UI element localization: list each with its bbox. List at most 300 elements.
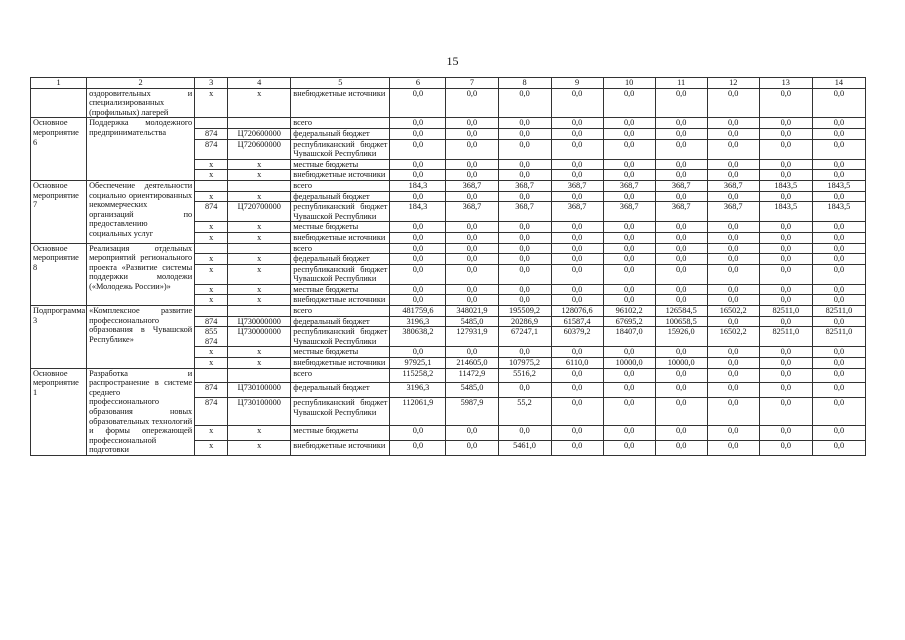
amount-cell: 126584,5 (655, 306, 707, 317)
funding-source-cell: местные бюджеты (291, 222, 390, 233)
amount-cell: 0,0 (498, 139, 551, 159)
amount-cell: 0,0 (707, 88, 759, 118)
amount-cell: 0,0 (603, 222, 655, 233)
amount-cell: 368,7 (498, 180, 551, 191)
amount-cell: 107975,2 (498, 358, 551, 369)
amount-cell: 18407,0 (603, 327, 655, 347)
amount-cell: 0,0 (812, 284, 865, 295)
amount-cell: 0,0 (603, 254, 655, 265)
funding-source-cell: федеральный бюджет (291, 128, 390, 139)
amount-cell: 0,0 (446, 191, 498, 202)
funding-source-cell: федеральный бюджет (291, 316, 390, 327)
amount-cell: 0,0 (446, 159, 498, 170)
amount-cell: 0,0 (655, 284, 707, 295)
column-number-header: 9 (551, 78, 603, 89)
funding-source-cell: местные бюджеты (291, 159, 390, 170)
target-article-code-cell: Ц730000000 (228, 327, 291, 347)
amount-cell: 0,0 (551, 347, 603, 358)
amount-cell: 0,0 (603, 170, 655, 181)
amount-cell: 100658,5 (655, 316, 707, 327)
amount-cell: 10000,0 (655, 358, 707, 369)
funding-source-cell: всего (291, 180, 390, 191)
target-article-code-cell: x (228, 441, 291, 456)
grbs-code-cell (195, 368, 228, 383)
grbs-code-cell: x (195, 88, 228, 118)
amount-cell: 0,0 (759, 170, 812, 181)
amount-cell: 0,0 (707, 426, 759, 441)
amount-cell: 127931,9 (446, 327, 498, 347)
grbs-code-cell: x (195, 284, 228, 295)
amount-cell: 0,0 (812, 222, 865, 233)
amount-cell: 0,0 (498, 254, 551, 265)
column-number-header: 11 (655, 78, 707, 89)
amount-cell: 0,0 (551, 284, 603, 295)
target-article-code-cell: x (228, 159, 291, 170)
amount-cell: 0,0 (707, 295, 759, 306)
amount-cell: 0,0 (655, 170, 707, 181)
amount-cell: 0,0 (655, 383, 707, 398)
table-body (31, 88, 866, 455)
amount-cell: 0,0 (498, 264, 551, 284)
amount-cell: 0,0 (812, 128, 865, 139)
amount-cell: 0,0 (551, 254, 603, 265)
amount-cell: 0,0 (390, 159, 446, 170)
amount-cell: 0,0 (707, 191, 759, 202)
amount-cell: 55,2 (498, 398, 551, 426)
amount-cell: 0,0 (551, 139, 603, 159)
target-article-code-cell: x (228, 358, 291, 369)
amount-cell: 0,0 (551, 383, 603, 398)
amount-cell: 0,0 (551, 191, 603, 202)
amount-cell: 0,0 (707, 170, 759, 181)
amount-cell: 0,0 (446, 243, 498, 254)
amount-cell: 368,7 (707, 202, 759, 222)
grbs-code-cell: 874 (195, 139, 228, 159)
amount-cell: 112061,9 (390, 398, 446, 426)
amount-cell: 0,0 (603, 264, 655, 284)
grbs-code-cell: 874 (195, 316, 228, 327)
amount-cell: 0,0 (759, 295, 812, 306)
amount-cell: 0,0 (603, 426, 655, 441)
amount-cell: 0,0 (603, 232, 655, 243)
amount-cell: 0,0 (707, 284, 759, 295)
amount-cell: 0,0 (759, 316, 812, 327)
amount-cell: 0,0 (707, 441, 759, 456)
grbs-code-cell: 874 (195, 202, 228, 222)
amount-cell: 368,7 (498, 202, 551, 222)
amount-cell: 1843,5 (812, 202, 865, 222)
column-number-header: 10 (603, 78, 655, 89)
amount-cell: 0,0 (551, 426, 603, 441)
amount-cell: 0,0 (446, 441, 498, 456)
amount-cell: 16502,2 (707, 327, 759, 347)
amount-cell: 0,0 (707, 128, 759, 139)
target-article-code-cell: Ц730100000 (228, 383, 291, 398)
grbs-code-cell: x (195, 222, 228, 233)
amount-cell: 0,0 (551, 232, 603, 243)
amount-cell: 0,0 (603, 128, 655, 139)
amount-cell: 0,0 (603, 295, 655, 306)
grbs-code-cell: x (195, 264, 228, 284)
amount-cell: 3196,3 (390, 316, 446, 327)
amount-cell: 0,0 (390, 264, 446, 284)
amount-cell: 0,0 (707, 222, 759, 233)
amount-cell: 0,0 (812, 232, 865, 243)
funding-source-cell: всего (291, 118, 390, 129)
amount-cell: 0,0 (603, 88, 655, 118)
budget-table (30, 77, 866, 456)
amount-cell: 0,0 (498, 191, 551, 202)
amount-cell: 0,0 (812, 316, 865, 327)
amount-cell: 0,0 (390, 118, 446, 129)
funding-source-cell: внебюджетные источники (291, 295, 390, 306)
grbs-code-cell: x (195, 170, 228, 181)
amount-cell: 82511,0 (759, 327, 812, 347)
amount-cell: 0,0 (603, 383, 655, 398)
amount-cell: 0,0 (812, 170, 865, 181)
amount-cell: 0,0 (812, 383, 865, 398)
amount-cell: 96102,2 (603, 306, 655, 317)
amount-cell: 0,0 (498, 88, 551, 118)
amount-cell: 128076,6 (551, 306, 603, 317)
amount-cell: 0,0 (707, 139, 759, 159)
amount-cell: 0,0 (812, 254, 865, 265)
amount-cell: 5485,0 (446, 383, 498, 398)
amount-cell: 0,0 (655, 128, 707, 139)
target-article-code-cell (228, 306, 291, 317)
amount-cell: 368,7 (603, 202, 655, 222)
target-article-code-cell: x (228, 254, 291, 265)
funding-source-cell: федеральный бюджет (291, 254, 390, 265)
amount-cell: 82511,0 (812, 306, 865, 317)
column-number-header: 5 (291, 78, 390, 89)
amount-cell: 0,0 (603, 441, 655, 456)
amount-cell: 15926,0 (655, 327, 707, 347)
amount-cell: 0,0 (655, 347, 707, 358)
amount-cell: 0,0 (390, 88, 446, 118)
target-article-code-cell: Ц720600000 (228, 139, 291, 159)
amount-cell: 67247,1 (498, 327, 551, 347)
column-number-header: 7 (446, 78, 498, 89)
amount-cell: 0,0 (390, 128, 446, 139)
amount-cell: 0,0 (759, 383, 812, 398)
amount-cell: 0,0 (759, 243, 812, 254)
amount-cell: 0,0 (390, 254, 446, 265)
amount-cell: 0,0 (446, 222, 498, 233)
target-article-code-cell: x (228, 191, 291, 202)
program-name-cell: Подпрограмма 3 (31, 306, 87, 369)
program-name-cell (31, 88, 87, 118)
amount-cell: 0,0 (655, 222, 707, 233)
amount-cell: 0,0 (707, 398, 759, 426)
amount-cell: 0,0 (707, 232, 759, 243)
funding-source-cell: всего (291, 306, 390, 317)
amount-cell: 368,7 (446, 180, 498, 191)
amount-cell: 0,0 (551, 264, 603, 284)
target-article-code-cell: x (228, 347, 291, 358)
target-article-code-cell: Ц720600000 (228, 128, 291, 139)
amount-cell: 0,0 (390, 232, 446, 243)
amount-cell: 0,0 (707, 254, 759, 265)
program-title-cell: Разработка и распространение в системе среднего профессионального образования новых образовательных технологий и формы опережающей профессиональной подготовки (87, 368, 195, 455)
grbs-code-cell: x (195, 254, 228, 265)
table-row (31, 306, 866, 317)
amount-cell: 368,7 (603, 180, 655, 191)
amount-cell: 0,0 (446, 232, 498, 243)
target-article-code-cell (228, 243, 291, 254)
amount-cell: 0,0 (655, 254, 707, 265)
amount-cell: 0,0 (812, 347, 865, 358)
amount-cell: 0,0 (390, 347, 446, 358)
amount-cell: 0,0 (812, 264, 865, 284)
amount-cell: 0,0 (498, 426, 551, 441)
amount-cell: 0,0 (707, 347, 759, 358)
amount-cell: 0,0 (390, 295, 446, 306)
grbs-code-cell (195, 118, 228, 129)
funding-source-cell: республиканский бюджет Чувашской Республики (291, 139, 390, 159)
amount-cell: 0,0 (551, 398, 603, 426)
program-name-cell: Основное мероприятие 6 (31, 118, 87, 181)
target-article-code-cell: x (228, 284, 291, 295)
target-article-code-cell: x (228, 88, 291, 118)
amount-cell: 20286,9 (498, 316, 551, 327)
amount-cell: 0,0 (759, 441, 812, 456)
amount-cell: 0,0 (707, 358, 759, 369)
target-article-code-cell: Ц730000000 (228, 316, 291, 327)
amount-cell: 0,0 (655, 441, 707, 456)
amount-cell: 0,0 (603, 118, 655, 129)
table-row (31, 368, 866, 383)
amount-cell: 0,0 (498, 128, 551, 139)
amount-cell: 0,0 (551, 128, 603, 139)
program-title-cell: Обеспечение деятельности социально ориентированных некоммерческих организаций по предоставлению социальных услуг (87, 180, 195, 243)
amount-cell: 0,0 (655, 139, 707, 159)
amount-cell: 0,0 (498, 383, 551, 398)
amount-cell: 0,0 (446, 170, 498, 181)
amount-cell: 3196,3 (390, 383, 446, 398)
amount-cell: 11472,9 (446, 368, 498, 383)
amount-cell: 0,0 (498, 159, 551, 170)
amount-cell: 0,0 (812, 441, 865, 456)
amount-cell: 0,0 (390, 170, 446, 181)
amount-cell: 0,0 (390, 191, 446, 202)
amount-cell: 0,0 (812, 118, 865, 129)
funding-source-cell: внебюджетные источники (291, 232, 390, 243)
target-article-code-cell: Ц730100000 (228, 398, 291, 426)
amount-cell: 184,3 (390, 180, 446, 191)
amount-cell: 0,0 (655, 264, 707, 284)
amount-cell: 0,0 (655, 426, 707, 441)
funding-source-cell: местные бюджеты (291, 284, 390, 295)
target-article-code-cell: x (228, 426, 291, 441)
amount-cell: 0,0 (446, 295, 498, 306)
amount-cell: 5516,2 (498, 368, 551, 383)
program-title-cell: Реализация отдельных мероприятий регионального проекта «Развитие системы поддержки молодежи («Молодежь России»)» (87, 243, 195, 306)
amount-cell: 82511,0 (759, 306, 812, 317)
column-number-header: 1 (31, 78, 87, 89)
grbs-code-cell: x (195, 441, 228, 456)
amount-cell: 0,0 (812, 398, 865, 426)
amount-cell: 1843,5 (759, 202, 812, 222)
amount-cell: 0,0 (390, 441, 446, 456)
grbs-code-cell: x (195, 159, 228, 170)
amount-cell: 214605,0 (446, 358, 498, 369)
amount-cell: 0,0 (707, 159, 759, 170)
amount-cell: 0,0 (446, 128, 498, 139)
grbs-code-cell: x (195, 232, 228, 243)
amount-cell: 0,0 (390, 139, 446, 159)
amount-cell: 0,0 (707, 264, 759, 284)
amount-cell: 368,7 (655, 180, 707, 191)
amount-cell: 0,0 (812, 159, 865, 170)
grbs-code-cell: x (195, 426, 228, 441)
amount-cell: 0,0 (603, 191, 655, 202)
column-number-header: 14 (812, 78, 865, 89)
amount-cell: 60379,2 (551, 327, 603, 347)
target-article-code-cell: x (228, 232, 291, 243)
amount-cell: 0,0 (603, 368, 655, 383)
amount-cell: 0,0 (446, 88, 498, 118)
program-name-cell: Основное мероприятие 8 (31, 243, 87, 306)
grbs-code-cell: x (195, 347, 228, 358)
amount-cell: 0,0 (446, 284, 498, 295)
amount-cell: 0,0 (812, 191, 865, 202)
funding-source-cell: местные бюджеты (291, 426, 390, 441)
target-article-code-cell: x (228, 295, 291, 306)
amount-cell: 0,0 (603, 139, 655, 159)
amount-cell: 0,0 (551, 170, 603, 181)
funding-source-cell: республиканский бюджет Чувашской Республики (291, 264, 390, 284)
target-article-code-cell: x (228, 264, 291, 284)
amount-cell: 0,0 (603, 243, 655, 254)
amount-cell: 0,0 (551, 295, 603, 306)
target-article-code-cell (228, 368, 291, 383)
amount-cell: 61587,4 (551, 316, 603, 327)
amount-cell: 0,0 (655, 159, 707, 170)
amount-cell: 0,0 (655, 398, 707, 426)
amount-cell: 10000,0 (603, 358, 655, 369)
amount-cell: 0,0 (655, 295, 707, 306)
amount-cell: 16502,2 (707, 306, 759, 317)
amount-cell: 368,7 (655, 202, 707, 222)
amount-cell: 0,0 (498, 347, 551, 358)
amount-cell: 481759,6 (390, 306, 446, 317)
amount-cell: 0,0 (498, 232, 551, 243)
column-number-header: 8 (498, 78, 551, 89)
amount-cell: 0,0 (812, 243, 865, 254)
amount-cell: 0,0 (759, 159, 812, 170)
amount-cell: 0,0 (446, 426, 498, 441)
amount-cell: 184,3 (390, 202, 446, 222)
amount-cell: 0,0 (759, 398, 812, 426)
target-article-code-cell: x (228, 170, 291, 181)
funding-source-cell: республиканский бюджет Чувашской Республики (291, 202, 390, 222)
amount-cell: 0,0 (446, 347, 498, 358)
amount-cell: 0,0 (707, 383, 759, 398)
column-number-header: 3 (195, 78, 228, 89)
amount-cell: 0,0 (603, 398, 655, 426)
column-number-header: 6 (390, 78, 446, 89)
amount-cell: 0,0 (759, 264, 812, 284)
grbs-code-cell (195, 243, 228, 254)
program-name-cell: Основное мероприятие 7 (31, 180, 87, 243)
amount-cell: 0,0 (551, 88, 603, 118)
funding-source-cell: республиканский бюджет Чувашской Республики (291, 327, 390, 347)
amount-cell: 0,0 (812, 88, 865, 118)
amount-cell: 0,0 (551, 368, 603, 383)
funding-source-cell: внебюджетные источники (291, 358, 390, 369)
target-article-code-cell (228, 180, 291, 191)
grbs-code-cell: x (195, 358, 228, 369)
amount-cell: 0,0 (551, 441, 603, 456)
funding-source-cell: всего (291, 243, 390, 254)
amount-cell: 0,0 (759, 358, 812, 369)
amount-cell: 0,0 (759, 222, 812, 233)
amount-cell: 0,0 (655, 368, 707, 383)
amount-cell: 0,0 (759, 254, 812, 265)
amount-cell: 0,0 (551, 222, 603, 233)
amount-cell: 0,0 (707, 243, 759, 254)
amount-cell: 0,0 (603, 284, 655, 295)
amount-cell: 368,7 (551, 202, 603, 222)
amount-cell: 0,0 (707, 368, 759, 383)
grbs-code-cell: 874 (195, 398, 228, 426)
table-row (31, 88, 866, 118)
amount-cell: 0,0 (603, 347, 655, 358)
amount-cell: 0,0 (759, 284, 812, 295)
amount-cell: 0,0 (759, 347, 812, 358)
amount-cell: 368,7 (707, 180, 759, 191)
amount-cell: 0,0 (498, 118, 551, 129)
funding-source-cell: внебюджетные источники (291, 170, 390, 181)
amount-cell: 368,7 (551, 180, 603, 191)
amount-cell: 0,0 (446, 118, 498, 129)
amount-cell: 115258,2 (390, 368, 446, 383)
column-number-header: 2 (87, 78, 195, 89)
amount-cell: 0,0 (551, 118, 603, 129)
amount-cell: 0,0 (759, 88, 812, 118)
amount-cell: 0,0 (812, 426, 865, 441)
column-number-row (31, 78, 866, 89)
page-number: 15 (446, 54, 459, 68)
program-title-cell: оздоровительных и специализированных (профильных) лагерей (87, 88, 195, 118)
amount-cell: 5987,9 (446, 398, 498, 426)
funding-source-cell: всего (291, 368, 390, 383)
funding-source-cell: внебюджетные источники (291, 441, 390, 456)
amount-cell: 0,0 (603, 159, 655, 170)
amount-cell: 0,0 (551, 243, 603, 254)
grbs-code-cell: x (195, 191, 228, 202)
funding-source-cell: местные бюджеты (291, 347, 390, 358)
column-number-header: 13 (759, 78, 812, 89)
funding-source-cell: внебюджетные источники (291, 88, 390, 118)
amount-cell: 5485,0 (446, 316, 498, 327)
amount-cell: 0,0 (812, 295, 865, 306)
amount-cell: 0,0 (655, 118, 707, 129)
amount-cell: 1843,5 (759, 180, 812, 191)
grbs-code-cell: 874 (195, 383, 228, 398)
column-number-header: 12 (707, 78, 759, 89)
amount-cell: 0,0 (759, 426, 812, 441)
funding-source-cell: республиканский бюджет Чувашской Республики (291, 398, 390, 426)
amount-cell: 0,0 (707, 316, 759, 327)
amount-cell: 67695,2 (603, 316, 655, 327)
amount-cell: 380638,2 (390, 327, 446, 347)
amount-cell: 0,0 (812, 139, 865, 159)
amount-cell: 195509,2 (498, 306, 551, 317)
grbs-code-cell (195, 180, 228, 191)
amount-cell: 0,0 (390, 426, 446, 441)
